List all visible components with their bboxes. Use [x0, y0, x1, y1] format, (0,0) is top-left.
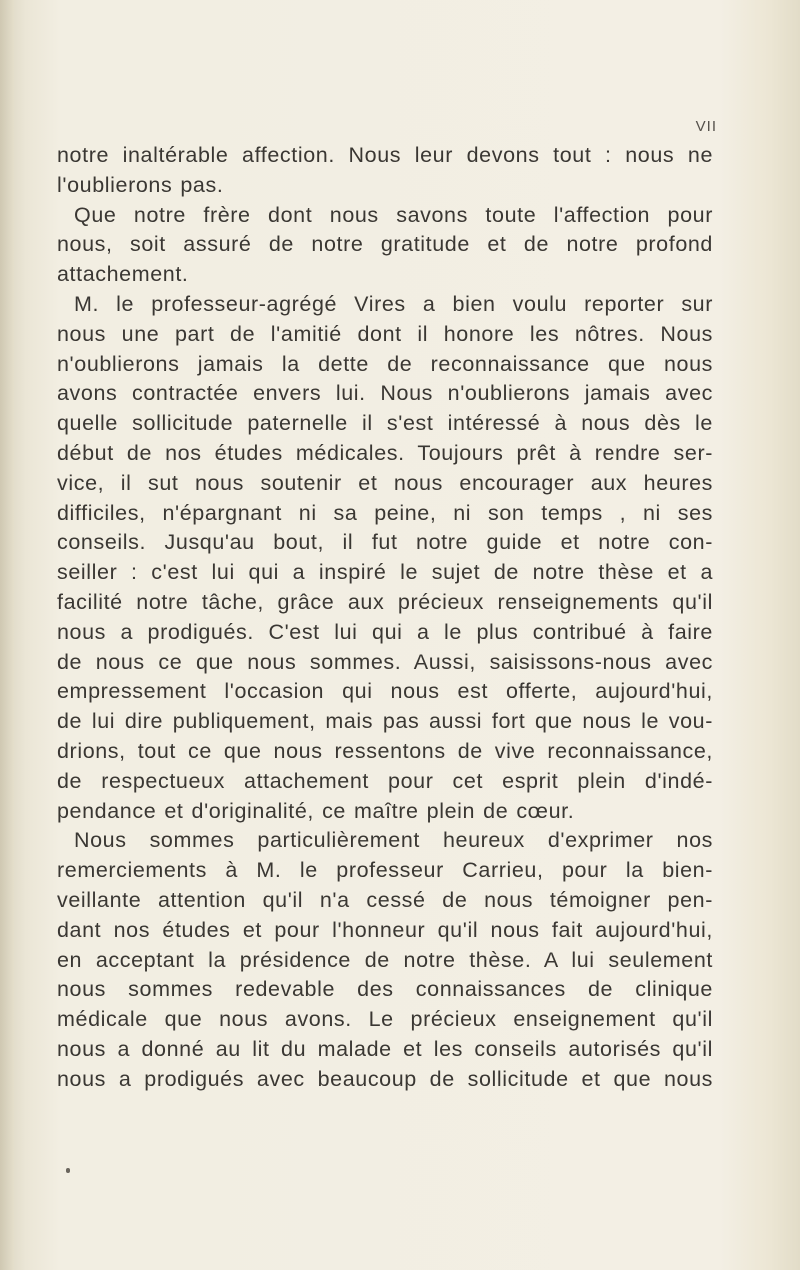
text-line: début de nos études médicales. Toujours prêt à rendre ser- [57, 440, 713, 465]
text-line: notre inaltérable affection. Nous leur devons tout : nous ne [57, 143, 713, 167]
text-line: de lui dire publiquement, mais pas aussi fort que nous le vou- [57, 709, 713, 734]
text-line: en acceptant la présidence de notre thèse. A lui seulement [57, 947, 713, 972]
text-line: médicale que nous avons. Le précieux enseignement qu'il [57, 1007, 713, 1032]
text-line: nous a prodigués. C'est lui qui a le plus contribué à faire [57, 619, 713, 644]
text-line: conseils. Jusqu'au bout, il fut notre guide et notre con- [57, 530, 713, 555]
body-text [57, 141, 713, 1095]
text-line: seiller : c'est lui qui a inspiré le sujet de notre thèse et a [57, 560, 713, 585]
text-line: nous a donné au lit du malade et les conseils autorisés qu'il [57, 1036, 713, 1061]
text-line: dant nos études et pour l'honneur qu'il nous fait aujourd'hui, [57, 917, 713, 942]
page-gutter [0, 0, 14, 1270]
text-line: avons contractée envers lui. Nous n'oublierons jamais avec [57, 381, 713, 406]
text-line: nous, soit assuré de notre gratitude et de notre profond [57, 232, 713, 257]
text-line: Que notre frère dont nous savons toute l'affection pour [74, 202, 713, 227]
text-line: nous une part de l'amitié dont il honore les nôtres. Nous [57, 321, 713, 346]
text-line: de nous ce que nous sommes. Aussi, saisissons-nous avec [57, 649, 713, 674]
text-line: de respectueux attachement pour cet esprit plein d'indé- [57, 768, 713, 793]
text-line: Nous sommes particulièrement heureux d'exprimer nos [74, 828, 713, 853]
text-line: nous sommes redevable des connaissances de clinique [57, 977, 713, 1002]
text-line: pendance et d'originalité, ce maître plein de cœur. [57, 798, 575, 823]
text-line: remerciements à M. le professeur Carrieu, pour la bien- [57, 858, 713, 883]
text-line: difficiles, n'épargnant ni sa peine, ni son temps , ni ses [57, 500, 713, 525]
text-line: M. le professeur-agrégé Vires a bien voulu reporter sur [74, 291, 713, 316]
text-line: vice, il sut nous soutenir et nous encourager aux heures [57, 470, 713, 495]
ink-speck [66, 1168, 70, 1173]
text-line: drions, tout ce que nous ressentons de vive reconnaissance, [57, 738, 713, 763]
text-line: l'oublierons pas. [57, 172, 224, 197]
text-line: facilité notre tâche, grâce aux précieux renseignements qu'il [57, 589, 713, 614]
text-line: veillante attention qu'il n'a cessé de nous témoigner pen- [57, 887, 713, 912]
text-line: empressement l'occasion qui nous est offerte, aujourd'hui, [57, 679, 713, 704]
text-line: n'oublierons jamais la dette de reconnaissance que nous [57, 351, 713, 376]
text-line: nous a prodigués avec beaucoup de sollicitude et que nous [57, 1066, 713, 1091]
text-line: quelle sollicitude paternelle il s'est intéressé à nous dès le [57, 411, 713, 436]
text-line: attachement. [57, 262, 189, 287]
page-number: VII [695, 118, 717, 135]
